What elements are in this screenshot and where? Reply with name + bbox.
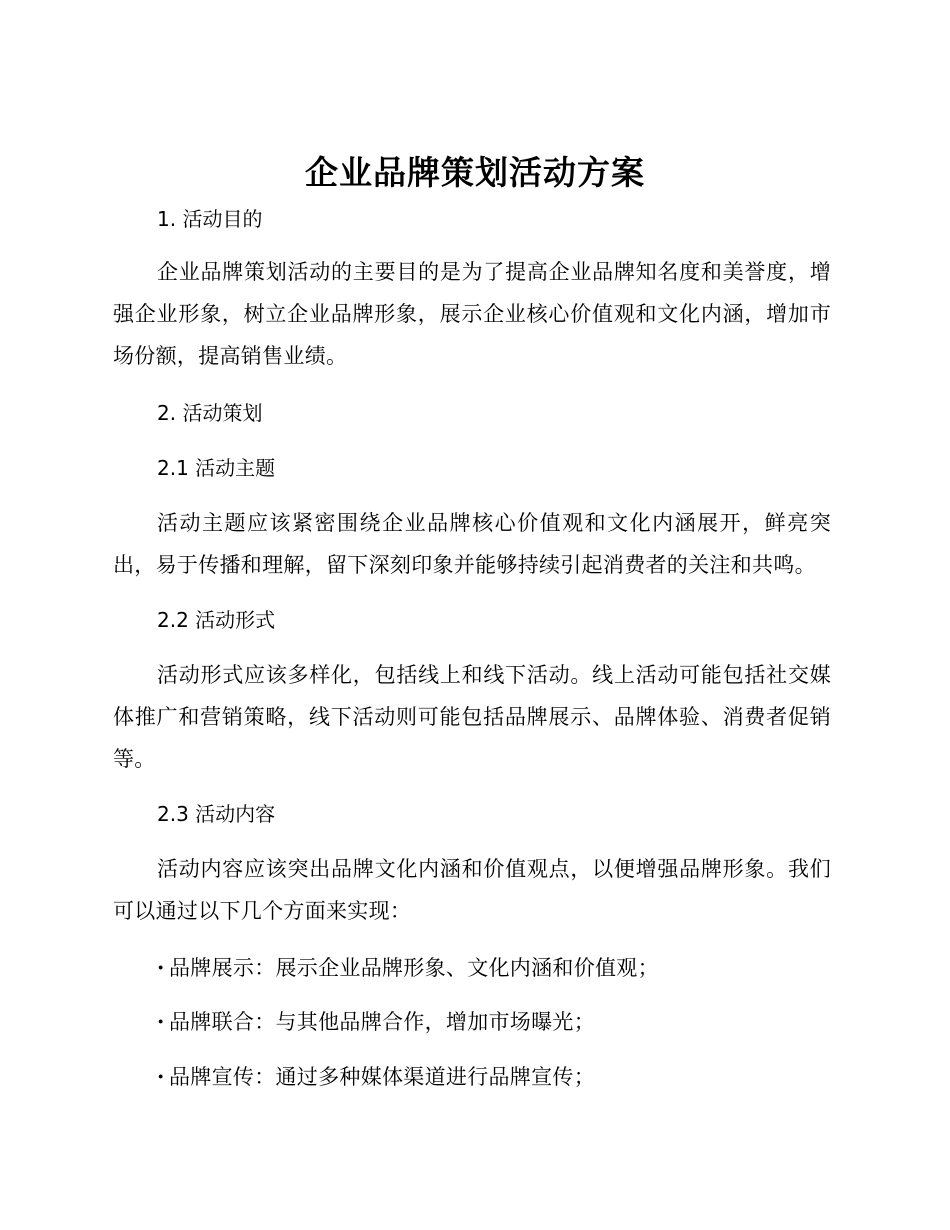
section-heading-planning: 2. 活动策划 xyxy=(157,401,263,425)
section-paragraph-content: 活动内容应该突出品牌文化内涵和价值观点，以便增强品牌形象。我们可以通过以下几个方面来实现： xyxy=(113,857,831,923)
bullet-icon: · xyxy=(157,955,165,980)
section-paragraph-purpose: 企业品牌策划活动的主要目的是为了提高企业品牌知名度和美誉度，增强企业形象，树立企业品牌形象，展示企业核心价值观和文化内涵，增加市场份额，提高销售业绩。 xyxy=(113,260,831,368)
list-item xyxy=(157,1062,595,1092)
section-heading-theme: 2.1 活动主题 xyxy=(157,456,276,480)
list-item-text: 品牌联合：与其他品牌合作，增加市场曝光； xyxy=(169,1010,595,1034)
list-item-text: 品牌宣传：通过多种媒体渠道进行品牌宣传； xyxy=(169,1065,595,1089)
bullet-icon: · xyxy=(157,1009,165,1034)
bullet-icon: · xyxy=(157,1064,165,1089)
document-title: 企业品牌策划活动方案 xyxy=(305,153,645,192)
section-paragraph-theme: 活动主题应该紧密围绕企业品牌核心价值观和文化内涵展开，鲜亮突出，易于传播和理解，留下深刻印象并能够持续引起消费者的关注和共鸣。 xyxy=(113,511,831,577)
section-heading-purpose: 1. 活动目的 xyxy=(157,207,263,231)
section-paragraph-format: 活动形式应该多样化，包括线上和线下活动。线上活动可能包括社交媒体推广和营销策略，线下活动则可能包括品牌展示、品牌体验、消费者促销等。 xyxy=(113,663,831,771)
list-item-text: 品牌展示：展示企业品牌形象、文化内涵和价值观； xyxy=(169,956,659,980)
section-heading-content: 2.3 活动内容 xyxy=(157,802,276,826)
list-item xyxy=(157,953,659,983)
list-item xyxy=(157,1007,595,1037)
section-heading-format: 2.2 活动形式 xyxy=(157,608,276,632)
